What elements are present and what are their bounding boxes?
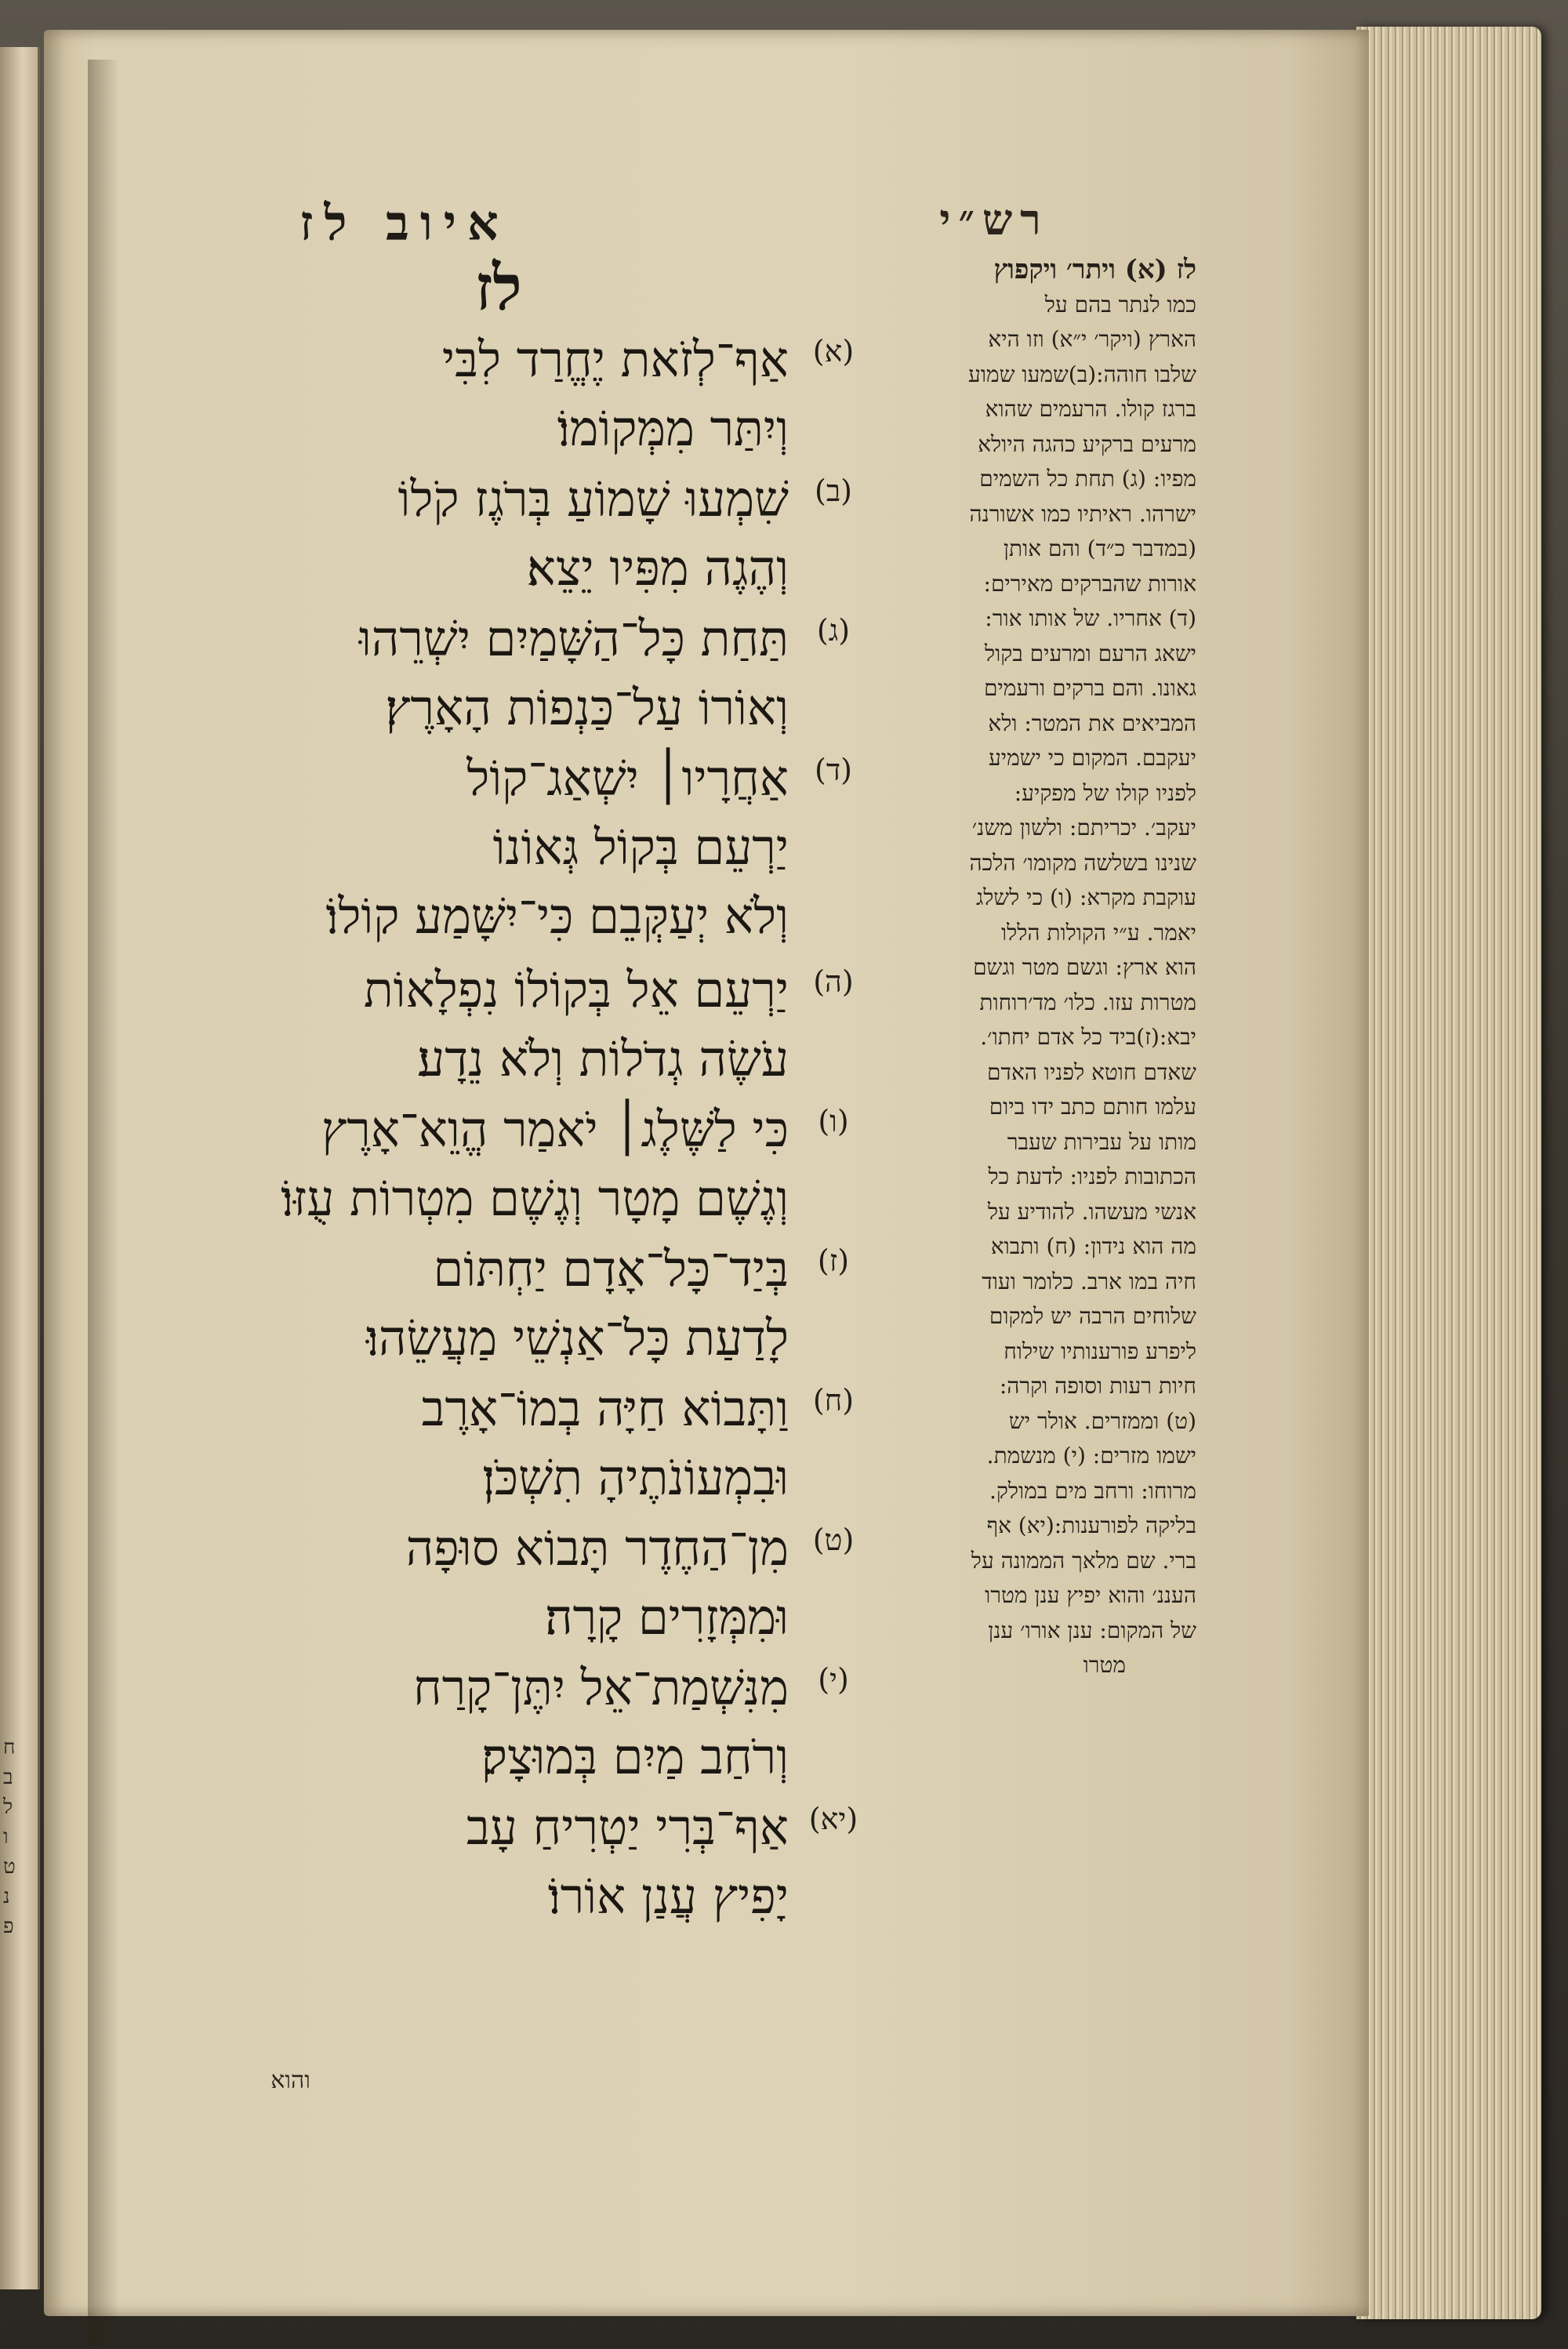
margin-mark: ב (3, 1766, 13, 1789)
rashi-line: הארץ (ויקר׳ י״א) וזו היא (988, 326, 1196, 352)
rashi-line: מרעים ברקיע כהגה היולא (978, 430, 1196, 457)
verse-11 (114, 1794, 867, 1931)
margin-mark: ט (3, 1855, 16, 1879)
verse-line: יַרְעֵם אֵל בְּקוֹלוֹ נִפְלָאוֹת (363, 961, 789, 1018)
verse-line: מִן־הַחֶדֶר תָּבוֹא סוּפָה (405, 1519, 789, 1577)
rashi-line: המביאים את המטר: ולא (988, 710, 1196, 736)
rashi-line: מטרות עזו. כלו׳ מד׳רוחות (979, 989, 1196, 1015)
verse-line: אַחֲרָיו׀ יִשְׁאַג־קוֹל (466, 750, 789, 807)
rashi-line: ברגז קולו. הרעמים שהוא (985, 396, 1196, 422)
margin-mark: ל (3, 1795, 13, 1819)
verse-line: וְיִתַּר מִמְּקוֹמוֹ׃ (557, 400, 789, 457)
rashi-line: מה הוא נידון: (ח) ותבוא (990, 1233, 1196, 1259)
left-margin-marks (3, 1733, 27, 1941)
rashi-line: מרוחו: ורחב מים במולק. (989, 1477, 1196, 1504)
rashi-line: מטרו (1083, 1652, 1126, 1678)
verse-1 (114, 326, 867, 463)
rashi-line: מותו על עבירות שעבר (1007, 1128, 1196, 1155)
verse-10 (114, 1654, 867, 1792)
verse-6 (114, 1096, 867, 1233)
verse-line: וְגֶשֶׁם מָטָר וְגֶשֶׁם מִטְרוֹת עֻזּוֹ׃ (281, 1170, 789, 1227)
rashi-line: בליקה לפורענות:(יא) אף (986, 1512, 1196, 1538)
catchword: והוא (270, 2067, 310, 2094)
book-page (44, 30, 1369, 2316)
rashi-line: (ט) וממזרים. אולר יש (1008, 1407, 1196, 1434)
rashi-line: שאדם חוטא לפניו האדם (987, 1058, 1196, 1085)
verse-9 (114, 1515, 867, 1652)
verse-line: תַּחַת כָּל־הַשָּׁמַיִם יִשְׁרֵהוּ (358, 610, 789, 667)
book-page-edges (1356, 27, 1541, 2319)
rashi-line: גאונו. והם ברקים ורעמים (983, 675, 1196, 701)
margin-mark: פ (3, 1915, 14, 1938)
rashi-line: ישאג הרעם ומרעים בקול (984, 640, 1196, 666)
verse-number: (ו) (818, 1104, 849, 1138)
rashi-line: אורות שהברקים מאירים: (983, 570, 1196, 597)
rashi-line: יבא:(ז)ביד כל אדם יחתו׳. (980, 1024, 1196, 1050)
running-head-rashi: רש״י (939, 194, 1049, 245)
rashi-line: חיות רעות וסופה וקרה: (999, 1373, 1196, 1399)
rashi-line: העננ׳ והוא יפיץ ענן מטרו (985, 1582, 1196, 1608)
rashi-line: ישמו מזרים: (י) מנשמת. (986, 1443, 1196, 1469)
rashi-line: שנינו בשלשה מקומו׳ הלכה (969, 849, 1196, 876)
left-page-edge (0, 47, 40, 2289)
rashi-line: לפניו קולו של מפקיע: (1014, 779, 1196, 806)
margin-mark: ו (3, 1825, 9, 1849)
verse-3 (114, 605, 867, 742)
verse-line: וְאוֹרוֹ עַל־כַּנְפוֹת הָאָרֶץ׃ (385, 679, 789, 736)
rashi-line: כמו לנתר בהם על (1044, 291, 1196, 318)
chapter-number: לז (475, 251, 522, 325)
rashi-line: הוא ארץ: וגשם מטר וגשם (973, 954, 1196, 980)
verse-line: שִׁמְעוּ שָׁמוֹעַ בְּרֹגֶז קֹלוֹ (397, 470, 789, 528)
verse-7 (114, 1236, 867, 1373)
verse-line: וְלֹא יְעַקְּבֵם כִּי־יִשָּׁמַע קוֹלוֹ׃ (325, 888, 789, 945)
verse-line: יַרְעֵם בְּקוֹל גְּאוֹנוֹ (492, 819, 789, 876)
rashi-line: מפיו: (ג) תחת כל השמים (979, 466, 1196, 492)
rashi-line: יאמר. ע״י הקולות הללו (1001, 919, 1196, 946)
verse-2 (114, 466, 867, 603)
rashi-line: אנשי מעשהו. להודיע על (987, 1198, 1196, 1225)
rashi-line: שלבו חוהה:(ב)שמעו שמוע (968, 361, 1196, 387)
verse-line: עֹשֶׂה גְדֹלוֹת וְלֹא נֵדָע׃ (417, 1030, 789, 1087)
verse-line: אַף־בְּרִי יַטְרִיחַ עָב (466, 1799, 789, 1856)
verse-number: (ב) (815, 474, 852, 508)
verse-number: (ד) (815, 753, 852, 787)
verse-8 (114, 1375, 867, 1512)
rashi-line: ישרהו. ראיתיו כמו אשורנה (969, 500, 1196, 527)
rashi-line: עלמו חותם כתב ידו ביום (989, 1094, 1196, 1120)
verse-4 (114, 745, 867, 957)
rashi-line: ליפרע פורענותיו שילוח (1004, 1338, 1196, 1364)
rashi-line: הכתובות לפניו: לדעת כל (988, 1164, 1196, 1189)
verse-number: (ז) (817, 1243, 850, 1278)
rashi-line: שלוחים הרבה יש למקום (989, 1303, 1196, 1329)
rashi-line: יעקבם. המקום כי ישמיע (988, 745, 1196, 771)
verse-line: וּמִמְּזָרִים קָרָה׃ (544, 1588, 789, 1646)
verse-line: וַתָּבוֹא חַיָּה בְמוֹ־אָרֶב (421, 1380, 789, 1437)
rashi-line: של המקום: ענן אורו׳ ענן (988, 1617, 1196, 1643)
rashi-commentary (867, 252, 1196, 1789)
rashi-line: (במדבר כ״ד) והם אותן (1003, 536, 1196, 561)
verse-line: אַף־לְזֹאת יֶחֱרַד לִבִּי (441, 331, 789, 388)
verse-number: (ט) (812, 1523, 855, 1557)
rashi-line: חיה במו ארב. כלומר ועוד (982, 1268, 1196, 1294)
verse-line: בְּיַד־כָּל־אָדָם יַחְתּוֹם (433, 1240, 789, 1298)
verse-5 (114, 957, 867, 1094)
verse-line: לָדַעַת כָּל־אַנְשֵׁי מַעֲשֵׂהוּ׃ (366, 1309, 789, 1367)
rashi-line: (ד) אחריו. של אותו אור: (985, 605, 1196, 631)
verse-line: כִּי לַשֶּׁלֶג׀ יֹאמַר הֱוֵא־אָרֶץ (321, 1101, 789, 1158)
verse-line: יָפִיץ עֲנַן אוֹרוֹ׃ (547, 1868, 789, 1925)
verse-number: (יא) (808, 1802, 858, 1836)
verse-line: מִנִּשְׁמַת־אֵל יִתֶּן־קָרַח (413, 1659, 789, 1716)
rashi-line: יעקב׳. יכריתם: ולשון משנ׳ (971, 815, 1196, 840)
verse-number: (י) (818, 1662, 849, 1697)
rashi-line: ברי. שם מלאך הממונה על (971, 1547, 1196, 1574)
rashi-line: לז (א) ויתר׳ ויקפוץ (993, 254, 1196, 285)
verse-number: (א) (812, 334, 855, 369)
verse-line: וְרֹחַב מַיִם בְּמוּצָק׃ (481, 1728, 789, 1785)
verse-line: וּבִמְעוֹנֹתֶיהָ תִשְׁכֹּן׃ (482, 1449, 789, 1506)
margin-mark: נ (3, 1885, 10, 1908)
verse-line: וְהֶגֶה מִפִּיו יֵצֵא׃ (526, 539, 789, 597)
verse-number: (ה) (813, 964, 854, 999)
margin-mark: ח (3, 1736, 16, 1759)
verse-number: (ג) (816, 613, 851, 648)
verse-number: (ח) (812, 1383, 855, 1418)
rashi-line: עוקבת מקרא: (ו) כי לשלג (975, 884, 1196, 910)
running-head-book: איוב לז (299, 194, 510, 252)
